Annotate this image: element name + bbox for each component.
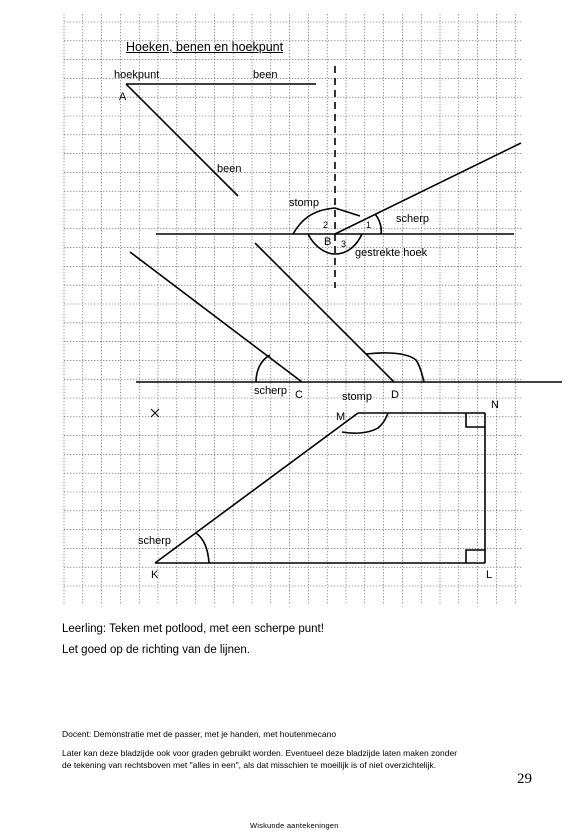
later-note-2: de tekening van rechtsboven met "alles in een", als dat misschien te moeilijk is of niet overzichtelijk. [62,760,437,770]
label-A: A [119,91,127,103]
label-C: C [295,389,303,401]
label-1: 1 [366,220,372,230]
label-stomp-top: stomp [289,197,319,209]
label-L: L [486,569,493,581]
label-2: 2 [323,220,329,230]
ray-to-C [130,252,302,382]
right-angle-N [466,413,485,427]
footer-text: Wiskunde aantekeningen [250,821,339,830]
label-hoekpunt: hoekpunt [114,69,160,81]
docent-note: Docent: Demonstratie met de passer, met je handen, met houtenmecano [62,729,337,739]
label-gestrekte-hoek: gestrekte hoek [355,247,428,259]
label-D: D [391,389,399,401]
stomp-arc-D [366,353,424,382]
been-diagonal-line [126,84,238,196]
label-3: 3 [341,239,347,249]
label-B: B [324,236,332,248]
scherp-arc-K [196,533,209,563]
label-N: N [491,399,499,411]
label-scherp-C: scherp [254,385,288,397]
leerling-instruction-1: Leerling: Teken met potlood, met een scherpe punt! [62,623,324,635]
label-K: K [151,569,159,581]
right-angle-L [466,550,485,563]
label-M: M [336,411,346,423]
page-number: 29 [517,771,532,787]
label-been-diag: been [217,163,242,175]
label-stomp-mid: stomp [342,391,372,403]
scherp-arc [375,214,381,234]
leerling-instruction-2: Let goed op de richting van de lijnen. [62,644,250,656]
scherp-arc-C [256,355,270,382]
label-been-top: been [253,69,278,81]
label-scherp-K: scherp [138,535,172,547]
label-scherp-top: scherp [396,213,430,225]
dotted-grid [64,14,522,604]
ray-to-D [255,243,394,382]
later-note-1: Later kan deze bladzijde ook voor graden gebruikt worden. Eventueel deze bladzijde laten maken zonder [62,748,458,758]
figure-title: Hoeken, benen en hoekpunt [126,40,284,54]
